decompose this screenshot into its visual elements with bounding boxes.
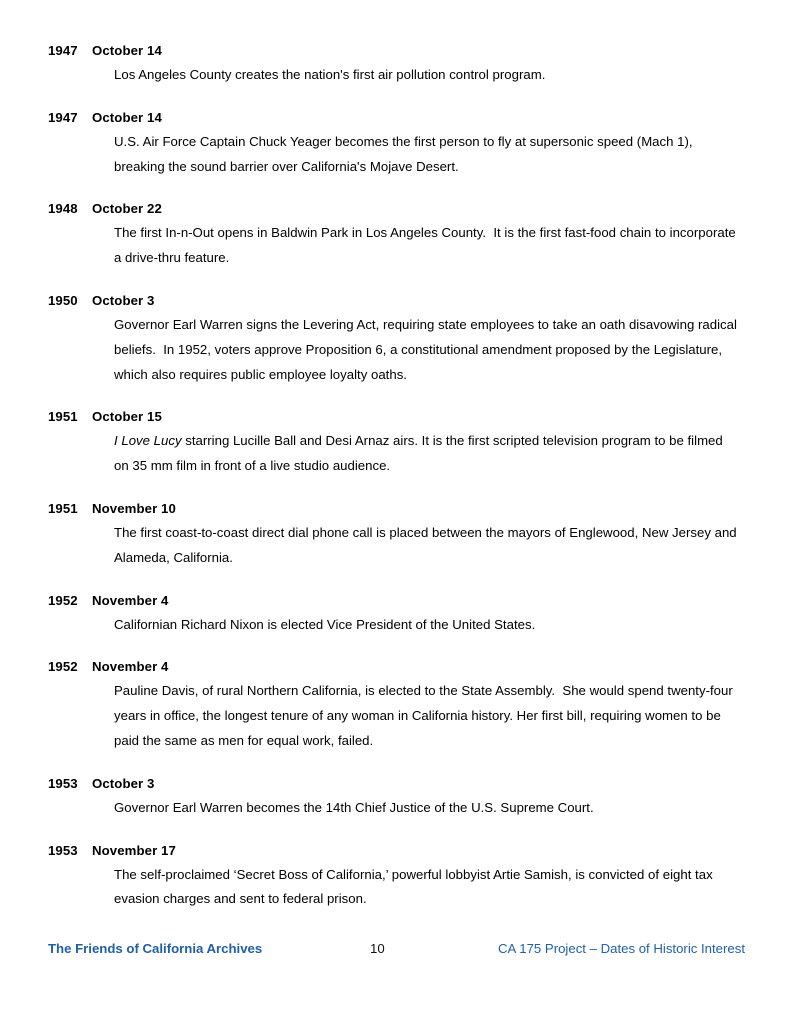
entry-year: 1950 <box>48 292 78 308</box>
entry-description: Californian Richard Nixon is elected Vice President of the United States. <box>114 616 536 632</box>
timeline-entry-list <box>48 42 743 933</box>
entry-description: The self-proclaimed ‘Secret Boss of California,’ powerful lobbyist Artie Samish, is convicted of eight tax evasion charges and sent to federal prison. <box>114 866 717 907</box>
entry-date: November 4 <box>92 659 169 675</box>
entry-italic-title: I Love Lucy <box>114 433 182 449</box>
entry-date: November 10 <box>92 500 176 516</box>
entry-heading <box>48 42 743 59</box>
entry-year: 1947 <box>48 43 78 58</box>
entry-description: Los Angeles County creates the nation's first air pollution control program. <box>114 67 546 82</box>
entry-heading <box>48 842 743 859</box>
entry-date: October 22 <box>92 201 162 217</box>
entry-date: November 4 <box>92 592 169 608</box>
timeline-entry <box>48 842 743 913</box>
entry-year: 1947 <box>48 109 78 125</box>
timeline-entry <box>48 500 743 571</box>
entry-description: The first In-n-Out opens in Baldwin Park in Los Angeles County. It is the first fast-food chain to incorporate a drive-thru feature. <box>114 225 740 266</box>
entry-description: Governor Earl Warren becomes the 14th Chief Justice of the U.S. Supreme Court. <box>114 799 594 815</box>
entry-heading <box>48 109 743 126</box>
footer-project-title: CA 175 Project – Dates of Historic Interest <box>497 941 745 956</box>
entry-year: 1951 <box>48 409 78 425</box>
entry-heading <box>48 775 743 792</box>
entry-description-text: starring Lucille Ball and Desi Arnaz airs. It is the first scripted television program to be filmed on 35 mm film in front of a live studio audience. <box>114 433 727 474</box>
entry-year: 1953 <box>48 775 78 791</box>
timeline-entry <box>48 658 743 753</box>
entry-date: October 14 <box>92 109 162 125</box>
entry-heading <box>48 658 743 675</box>
entry-heading <box>48 292 743 309</box>
entry-heading <box>48 500 743 517</box>
entry-year: 1952 <box>48 592 78 608</box>
entry-date: November 17 <box>92 842 176 858</box>
entry-year: 1953 <box>48 842 78 858</box>
entry-description: Governor Earl Warren signs the Levering Act, requiring state employees to take an oath disavowing radical beliefs. In 1952, voters approve Proposition 6, a constitutional amendment proposed by the Legislature, which also requires public employee loyalty oaths. <box>114 316 741 382</box>
timeline-entry <box>48 200 743 271</box>
timeline-entry <box>48 109 743 180</box>
timeline-entry <box>48 775 743 821</box>
entry-year: 1948 <box>48 201 78 217</box>
entry-heading <box>48 200 743 217</box>
entry-description <box>114 429 740 479</box>
entry-year: 1951 <box>48 500 78 516</box>
timeline-entry <box>48 42 743 88</box>
timeline-entry <box>48 292 743 387</box>
entry-date: October 3 <box>92 775 155 791</box>
entry-year: 1952 <box>48 659 78 675</box>
entry-description: Pauline Davis, of rural Northern California, is elected to the State Assembly. She would spend twenty-four years in office, the longest tenure of any woman in California history. Her first bill, requiring women to be paid the same as men for equal work, failed. <box>114 683 737 748</box>
entry-date: October 3 <box>92 292 155 308</box>
timeline-entry <box>48 592 743 638</box>
footer-organization-name: The Friends of California Archives <box>48 941 263 956</box>
footer-page-number: 10 <box>370 941 385 956</box>
timeline-entry <box>48 408 743 479</box>
entry-description: The first coast-to-coast direct dial phone call is placed between the mayors of Englewood, New Jersey and Alameda, California. <box>114 524 740 565</box>
entry-date: October 15 <box>92 409 162 425</box>
entry-heading <box>48 592 743 609</box>
entry-heading <box>48 408 743 425</box>
entry-date: October 14 <box>92 43 162 58</box>
page-footer <box>48 941 745 961</box>
entry-description: U.S. Air Force Captain Chuck Yeager becomes the first person to fly at supersonic speed (Mach 1), breaking the sound barrier over California's Mojave Desert. <box>114 133 697 174</box>
